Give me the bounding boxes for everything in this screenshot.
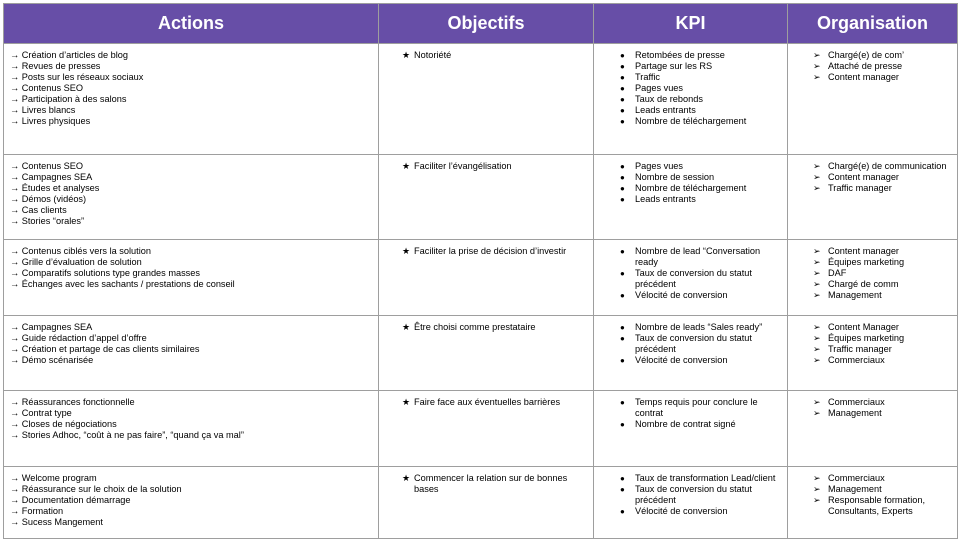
arrow-icon: →	[10, 116, 20, 126]
bullet-icon: ●	[620, 474, 625, 483]
kpi-item	[600, 194, 781, 205]
kpi-text: Nombre de lead “Conversation ready	[635, 246, 761, 267]
bullet-icon: ●	[620, 84, 625, 93]
action-item	[10, 94, 372, 105]
kpi-text: Leads entrants	[635, 105, 696, 115]
arrowhead-icon: ➢	[813, 161, 821, 171]
kpi-item	[600, 268, 781, 290]
action-text: Closes de négociations	[21, 419, 117, 429]
objectif-text: Notoriété	[414, 50, 452, 60]
action-text: Cas clients	[21, 205, 67, 215]
arrowhead-icon: ➢	[813, 322, 821, 332]
organisation-item	[794, 344, 951, 355]
organisation-item	[794, 408, 951, 419]
action-text: Création d’articles de blog	[21, 50, 128, 60]
arrow-icon: →	[10, 408, 20, 418]
kpi-item	[600, 183, 781, 194]
kpi-cell	[594, 155, 788, 240]
organisation-text: Commerciaux	[828, 473, 885, 483]
arrowhead-icon: ➢	[813, 257, 821, 267]
table-row	[4, 155, 958, 240]
bullet-icon: ●	[620, 291, 625, 300]
action-item	[10, 333, 372, 344]
bullet-icon: ●	[620, 117, 625, 126]
action-item	[10, 257, 372, 268]
arrowhead-icon: ➢	[813, 408, 821, 418]
kpi-text: Nombre de leads “Sales ready”	[635, 322, 763, 332]
actions-cell	[4, 155, 379, 240]
bullet-icon: ●	[620, 95, 625, 104]
header-row	[4, 4, 958, 44]
kpi-text: Taux de conversion du statut précédent	[635, 333, 752, 354]
objectif-item	[385, 50, 587, 61]
action-text: Revues de presses	[21, 61, 101, 71]
objectif-text: Être choisi comme prestataire	[414, 322, 536, 332]
arrow-icon: →	[10, 344, 20, 354]
action-text: Participation à des salons	[21, 94, 127, 104]
action-text: Contenus SEO	[21, 83, 84, 93]
bullet-icon: ●	[620, 173, 625, 182]
arrow-icon: →	[10, 419, 20, 429]
action-item	[10, 50, 372, 61]
arrowhead-icon: ➢	[813, 290, 821, 300]
action-item	[10, 473, 372, 484]
action-text: Posts sur les réseaux sociaux	[21, 72, 144, 82]
arrow-icon: →	[10, 279, 20, 289]
kpi-item	[600, 172, 781, 183]
action-item	[10, 355, 372, 366]
action-item	[10, 72, 372, 83]
kpi-item	[600, 72, 781, 83]
arrow-icon: →	[10, 430, 20, 440]
arrowhead-icon: ➢	[813, 495, 821, 505]
kpi-item	[600, 322, 781, 333]
organisation-text: Management	[828, 408, 882, 418]
organisation-text: Chargé(e) de com’	[828, 50, 905, 60]
arrowhead-icon: ➢	[813, 473, 821, 483]
kpi-item	[600, 161, 781, 172]
arrow-icon: →	[10, 506, 20, 516]
kpi-text: Temps requis pour conclure le contrat	[635, 397, 758, 418]
organisation-text: Chargé de comm	[828, 279, 899, 289]
arrowhead-icon: ➢	[813, 397, 821, 407]
action-text: Campagnes SEA	[21, 322, 93, 332]
action-text: Réassurances fonctionnelle	[21, 397, 135, 407]
action-item	[10, 105, 372, 116]
objectif-cell	[379, 316, 594, 391]
organisation-item	[794, 172, 951, 183]
table-row	[4, 467, 958, 539]
kpi-text: Pages vues	[635, 161, 684, 171]
arrow-icon: →	[10, 50, 20, 60]
kpi-text: Nombre de téléchargement	[635, 183, 747, 193]
organisation-text: Content manager	[828, 246, 899, 256]
kpi-item	[600, 83, 781, 94]
arrow-icon: →	[10, 161, 20, 171]
arrow-icon: →	[10, 397, 20, 407]
bullet-icon: ●	[620, 106, 625, 115]
arrowhead-icon: ➢	[813, 246, 821, 256]
action-text: Échanges avec les sachants / prestations de conseil	[21, 279, 235, 289]
actions-cell	[4, 467, 379, 539]
arrowhead-icon: ➢	[813, 61, 821, 71]
kpi-cell	[594, 44, 788, 155]
action-text: Études et analyses	[21, 183, 100, 193]
action-text: Guide rédaction d’appel d’offre	[21, 333, 147, 343]
objectif-cell	[379, 391, 594, 467]
bullet-icon: ●	[620, 51, 625, 60]
bullet-icon: ●	[620, 247, 625, 256]
organisation-item	[794, 484, 951, 495]
action-text: Sucess Mangement	[21, 517, 103, 527]
organisation-text: Équipes marketing	[828, 333, 905, 343]
arrow-icon: →	[10, 83, 20, 93]
action-item	[10, 506, 372, 517]
bullet-icon: ●	[620, 323, 625, 332]
action-text: Comparatifs solutions type grandes masses	[21, 268, 200, 278]
arrow-icon: →	[10, 517, 20, 527]
action-item	[10, 322, 372, 333]
action-text: Livres blancs	[21, 105, 76, 115]
organisation-item	[794, 473, 951, 484]
arrow-icon: →	[10, 322, 20, 332]
kpi-item	[600, 290, 781, 301]
kpi-text: Vélocité de conversion	[635, 290, 728, 300]
action-item	[10, 216, 372, 227]
arrow-icon: →	[10, 172, 20, 182]
kpi-text: Taux de transformation Lead/client	[635, 473, 776, 483]
arrow-icon: →	[10, 257, 20, 267]
arrowhead-icon: ➢	[813, 279, 821, 289]
organisation-text: Management	[828, 290, 882, 300]
strategy-table-container	[3, 3, 957, 538]
star-icon: ★	[402, 473, 411, 483]
action-item	[10, 83, 372, 94]
kpi-item	[600, 473, 781, 484]
arrowhead-icon: ➢	[813, 268, 821, 278]
objectif-cell	[379, 240, 594, 316]
kpi-cell	[594, 467, 788, 539]
organisation-item	[794, 495, 951, 517]
arrow-icon: →	[10, 268, 20, 278]
kpi-text: Nombre de téléchargement	[635, 116, 747, 126]
bullet-icon: ●	[620, 62, 625, 71]
action-item	[10, 61, 372, 72]
organisation-item	[794, 322, 951, 333]
kpi-text: Vélocité de conversion	[635, 506, 728, 516]
arrowhead-icon: ➢	[813, 183, 821, 193]
kpi-item	[600, 246, 781, 268]
action-item	[10, 194, 372, 205]
arrowhead-icon: ➢	[813, 484, 821, 494]
action-item	[10, 172, 372, 183]
organisation-item	[794, 397, 951, 408]
arrow-icon: →	[10, 473, 20, 483]
kpi-item	[600, 116, 781, 127]
bullet-icon: ●	[620, 73, 625, 82]
objectif-text: Commencer la relation sur de bonnes bases	[414, 473, 568, 494]
organisation-text: Traffic manager	[828, 183, 892, 193]
arrow-icon: →	[10, 183, 20, 193]
arrowhead-icon: ➢	[813, 72, 821, 82]
objectif-cell	[379, 44, 594, 155]
bullet-icon: ●	[620, 356, 625, 365]
star-icon: ★	[402, 322, 411, 332]
table-row	[4, 316, 958, 391]
action-text: Contenus SEO	[21, 161, 84, 171]
organisation-item	[794, 268, 951, 279]
action-item	[10, 205, 372, 216]
actions-cell	[4, 316, 379, 391]
arrow-icon: →	[10, 355, 20, 365]
organisation-text: Commerciaux	[828, 397, 885, 407]
arrow-icon: →	[10, 194, 20, 204]
star-icon: ★	[402, 161, 411, 171]
action-text: Documentation démarrage	[21, 495, 131, 505]
kpi-cell	[594, 316, 788, 391]
action-text: Stories Adhoc, “coût à ne pas faire”, “quand ça va mal”	[21, 430, 244, 440]
organisation-item	[794, 161, 951, 172]
objectif-item	[385, 397, 587, 408]
kpi-item	[600, 94, 781, 105]
action-text: Contrat type	[21, 408, 72, 418]
header-objectifs: Objectifs	[379, 4, 594, 44]
action-item	[10, 484, 372, 495]
objectif-text: Faciliter l’évangélisation	[414, 161, 512, 171]
star-icon: ★	[402, 50, 411, 60]
organisation-cell	[788, 240, 958, 316]
arrow-icon: →	[10, 72, 20, 82]
arrowhead-icon: ➢	[813, 50, 821, 60]
organisation-item	[794, 355, 951, 366]
organisation-item	[794, 61, 951, 72]
organisation-text: Content manager	[828, 172, 899, 182]
action-text: Formation	[21, 506, 64, 516]
organisation-text: Commerciaux	[828, 355, 885, 365]
table-row	[4, 240, 958, 316]
actions-cell	[4, 240, 379, 316]
arrow-icon: →	[10, 246, 20, 256]
kpi-item	[600, 333, 781, 355]
actions-cell	[4, 44, 379, 155]
organisation-text: Chargé(e) de communication	[828, 161, 947, 171]
kpi-item	[600, 105, 781, 116]
table-row	[4, 391, 958, 467]
action-item	[10, 116, 372, 127]
header-kpi: KPI	[594, 4, 788, 44]
organisation-text: Attaché de presse	[828, 61, 903, 71]
action-item	[10, 517, 372, 528]
header-actions: Actions	[4, 4, 379, 44]
bullet-icon: ●	[620, 334, 625, 343]
organisation-text: Content manager	[828, 72, 899, 82]
organisation-cell	[788, 316, 958, 391]
organisation-item	[794, 290, 951, 301]
organisation-cell	[788, 44, 958, 155]
organisation-cell	[788, 155, 958, 240]
objectif-cell	[379, 155, 594, 240]
organisation-item	[794, 246, 951, 257]
actions-cell	[4, 391, 379, 467]
action-text: Livres physiques	[21, 116, 91, 126]
organisation-item	[794, 72, 951, 83]
action-item	[10, 246, 372, 257]
star-icon: ★	[402, 397, 411, 407]
strategy-table	[3, 3, 958, 539]
action-item	[10, 279, 372, 290]
action-text: Campagnes SEA	[21, 172, 93, 182]
kpi-text: Vélocité de conversion	[635, 355, 728, 365]
arrowhead-icon: ➢	[813, 172, 821, 182]
organisation-item	[794, 50, 951, 61]
bullet-icon: ●	[620, 507, 625, 516]
action-text: Réassurance sur le choix de la solution	[21, 484, 182, 494]
kpi-cell	[594, 240, 788, 316]
action-item	[10, 419, 372, 430]
arrow-icon: →	[10, 94, 20, 104]
bullet-icon: ●	[620, 420, 625, 429]
objectif-item	[385, 161, 587, 172]
action-text: Création et partage de cas clients similaires	[21, 344, 200, 354]
objectif-cell	[379, 467, 594, 539]
objectif-item	[385, 322, 587, 333]
organisation-item	[794, 257, 951, 268]
bullet-icon: ●	[620, 162, 625, 171]
action-item	[10, 183, 372, 194]
arrow-icon: →	[10, 333, 20, 343]
organisation-cell	[788, 467, 958, 539]
organisation-text: DAF	[828, 268, 847, 278]
organisation-text: Équipes marketing	[828, 257, 905, 267]
kpi-item	[600, 355, 781, 366]
arrow-icon: →	[10, 216, 20, 226]
bullet-icon: ●	[620, 485, 625, 494]
arrow-icon: →	[10, 495, 20, 505]
kpi-text: Taux de conversion du statut précédent	[635, 484, 752, 505]
action-item	[10, 161, 372, 172]
action-text: Stories “orales”	[21, 216, 85, 226]
action-text: Grille d’évaluation de solution	[21, 257, 142, 267]
organisation-item	[794, 183, 951, 194]
kpi-item	[600, 50, 781, 61]
kpi-text: Partage sur les RS	[635, 61, 713, 71]
kpi-text: Retombées de presse	[635, 50, 725, 60]
kpi-cell	[594, 391, 788, 467]
action-item	[10, 408, 372, 419]
kpi-item	[600, 484, 781, 506]
arrow-icon: →	[10, 205, 20, 215]
kpi-text: Taux de rebonds	[635, 94, 703, 104]
kpi-text: Nombre de session	[635, 172, 715, 182]
arrowhead-icon: ➢	[813, 355, 821, 365]
arrow-icon: →	[10, 484, 20, 494]
bullet-icon: ●	[620, 398, 625, 407]
action-item	[10, 397, 372, 408]
kpi-item	[600, 506, 781, 517]
kpi-text: Pages vues	[635, 83, 684, 93]
organisation-item	[794, 333, 951, 344]
organisation-text: Responsable formation, Consultants, Experts	[828, 495, 926, 516]
organisation-text: Content Manager	[828, 322, 899, 332]
action-item	[10, 430, 372, 441]
arrowhead-icon: ➢	[813, 344, 821, 354]
kpi-item	[600, 397, 781, 419]
bullet-icon: ●	[620, 195, 625, 204]
kpi-text: Leads entrants	[635, 194, 696, 204]
action-item	[10, 268, 372, 279]
action-text: Démo scénarisée	[21, 355, 94, 365]
action-text: Contenus ciblés vers la solution	[21, 246, 151, 256]
objectif-item	[385, 246, 587, 257]
organisation-text: Management	[828, 484, 882, 494]
kpi-text: Taux de conversion du statut précédent	[635, 268, 752, 289]
objectif-text: Faciliter la prise de décision d’investir	[414, 246, 567, 256]
table-row	[4, 44, 958, 155]
action-item	[10, 344, 372, 355]
arrow-icon: →	[10, 105, 20, 115]
arrowhead-icon: ➢	[813, 333, 821, 343]
kpi-item	[600, 61, 781, 72]
arrow-icon: →	[10, 61, 20, 71]
star-icon: ★	[402, 246, 411, 256]
objectif-item	[385, 473, 587, 495]
kpi-text: Traffic	[635, 72, 661, 82]
header-organisation: Organisation	[788, 4, 958, 44]
kpi-text: Nombre de contrat signé	[635, 419, 736, 429]
organisation-text: Traffic manager	[828, 344, 892, 354]
objectif-text: Faire face aux éventuelles barrières	[414, 397, 561, 407]
action-item	[10, 495, 372, 506]
action-text: Démos (vidéos)	[21, 194, 87, 204]
organisation-cell	[788, 391, 958, 467]
kpi-item	[600, 419, 781, 430]
organisation-item	[794, 279, 951, 290]
action-text: Welcome program	[21, 473, 97, 483]
bullet-icon: ●	[620, 184, 625, 193]
bullet-icon: ●	[620, 269, 625, 278]
